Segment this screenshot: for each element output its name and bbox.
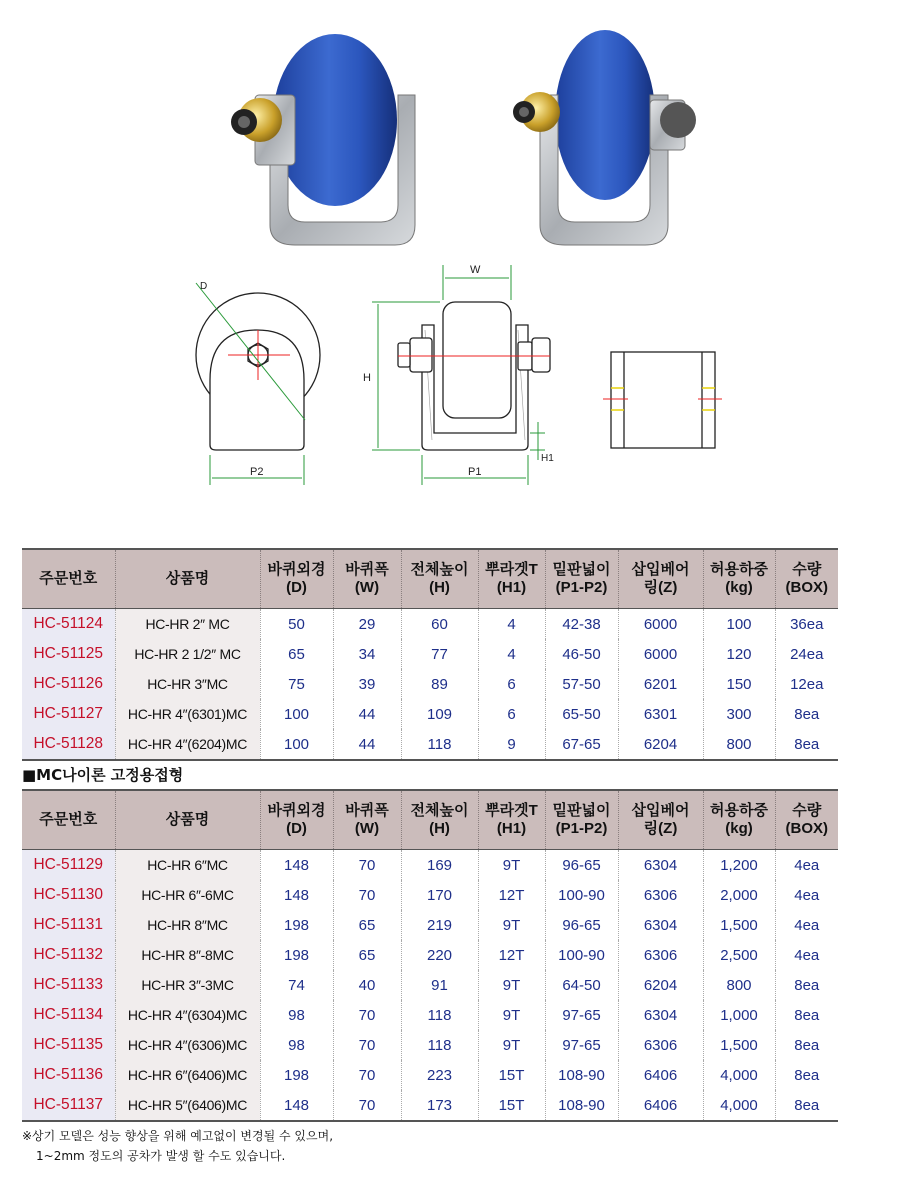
spec-value-cell: 118 — [401, 729, 478, 760]
table-row — [22, 729, 838, 760]
table-row — [22, 1000, 838, 1030]
technical-drawings — [0, 255, 921, 515]
spec-value-cell: 8ea — [775, 699, 838, 729]
column-header — [703, 790, 775, 850]
column-header-unit: 링(Z) — [643, 820, 678, 837]
spec-value-cell: 44 — [333, 729, 401, 760]
spec-value-cell: 97-65 — [545, 1000, 618, 1030]
spec-value-cell: 12T — [478, 940, 545, 970]
spec-value-cell: 4ea — [775, 880, 838, 910]
order-number-cell: HC-51132 — [22, 940, 115, 970]
spec-value-cell: 60 — [401, 609, 478, 640]
spec-value-cell: 4 — [478, 609, 545, 640]
column-header-unit: (kg) — [725, 820, 753, 837]
column-header-label: 삽입베어 — [631, 561, 690, 578]
column-header-unit: (H1) — [496, 579, 527, 596]
spec-table-2 — [22, 789, 838, 1122]
spec-value-cell: 91 — [401, 970, 478, 1000]
spec-value-cell: 65 — [333, 910, 401, 940]
product-photos — [0, 0, 921, 260]
spec-value-cell: 4ea — [775, 910, 838, 940]
spec-value-cell: 4,000 — [703, 1090, 775, 1121]
spec-value-cell: 96-65 — [545, 910, 618, 940]
spec-value-cell: 9T — [478, 1000, 545, 1030]
column-header-unit: (P1-P2) — [555, 820, 608, 837]
column-header — [401, 790, 478, 850]
spec-value-cell: 70 — [333, 1090, 401, 1121]
spec-value-cell: 98 — [260, 1000, 333, 1030]
spec-value-cell: 39 — [333, 669, 401, 699]
spec-value-cell: 148 — [260, 850, 333, 881]
order-number-cell: HC-51131 — [22, 910, 115, 940]
label-d: D — [200, 281, 208, 292]
spec-value-cell: 8ea — [775, 1030, 838, 1060]
order-number-cell: HC-51136 — [22, 1060, 115, 1090]
table-row — [22, 699, 838, 729]
spec-value-cell: 6306 — [618, 940, 703, 970]
spec-value-cell: 173 — [401, 1090, 478, 1121]
column-header — [478, 549, 545, 609]
column-header-label: 뿌라겟T — [485, 802, 538, 819]
spec-value-cell: 40 — [333, 970, 401, 1000]
spec-value-cell: 70 — [333, 1000, 401, 1030]
column-header-unit: (H) — [429, 579, 450, 596]
spec-value-cell: 6406 — [618, 1060, 703, 1090]
column-header-label: 바퀴외경 — [267, 802, 326, 819]
spec-value-cell: 800 — [703, 970, 775, 1000]
spec-value-cell: 15T — [478, 1090, 545, 1121]
column-header-unit: (kg) — [725, 579, 753, 596]
spec-value-cell: 6406 — [618, 1090, 703, 1121]
column-header — [545, 549, 618, 609]
spec-value-cell: 220 — [401, 940, 478, 970]
product-name-cell: HC-HR 4″(6306)MC — [115, 1030, 260, 1060]
bearing-view-drawing — [603, 352, 722, 448]
column-header-unit: (W) — [354, 579, 380, 596]
column-header-label: 허용하중 — [710, 561, 768, 578]
column-header-label: 주문번호 — [39, 570, 98, 587]
column-header — [545, 790, 618, 850]
spec-value-cell: 89 — [401, 669, 478, 699]
order-number-cell: HC-51124 — [22, 609, 115, 640]
table-header-row — [22, 790, 838, 850]
column-header-label: 수량 — [792, 802, 822, 819]
column-header-label: 뿌라겟T — [485, 561, 538, 578]
spec-value-cell: 70 — [333, 850, 401, 881]
spec-value-cell: 1,200 — [703, 850, 775, 881]
spec-value-cell: 9T — [478, 970, 545, 1000]
spec-value-cell: 6306 — [618, 880, 703, 910]
order-number-cell: HC-51128 — [22, 729, 115, 760]
spec-value-cell: 50 — [260, 609, 333, 640]
spec-value-cell: 150 — [703, 669, 775, 699]
spec-value-cell: 6304 — [618, 1000, 703, 1030]
column-header-unit: (H) — [429, 820, 450, 837]
column-header-unit: 링(Z) — [643, 579, 678, 596]
spec-value-cell: 6000 — [618, 609, 703, 640]
spec-value-cell: 6306 — [618, 1030, 703, 1060]
column-header — [115, 790, 260, 850]
spec-value-cell: 6 — [478, 669, 545, 699]
column-header — [260, 790, 333, 850]
side-view-drawing — [196, 283, 320, 485]
column-header-unit: (BOX) — [785, 579, 828, 596]
spec-value-cell: 120 — [703, 639, 775, 669]
table-row — [22, 669, 838, 699]
spec-value-cell: 6304 — [618, 850, 703, 881]
product-name-cell: HC-HR 8″MC — [115, 910, 260, 940]
notes — [22, 1126, 333, 1166]
table-row — [22, 910, 838, 940]
spec-value-cell: 118 — [401, 1000, 478, 1030]
spec-table-1 — [22, 548, 838, 761]
spec-value-cell: 9T — [478, 1030, 545, 1060]
spec-value-cell: 198 — [260, 940, 333, 970]
column-header — [703, 549, 775, 609]
spec-value-cell: 12T — [478, 880, 545, 910]
spec-value-cell: 64-50 — [545, 970, 618, 1000]
column-header-label: 상품명 — [165, 570, 210, 587]
order-number-cell: HC-51135 — [22, 1030, 115, 1060]
spec-value-cell: 12ea — [775, 669, 838, 699]
spec-value-cell: 34 — [333, 639, 401, 669]
column-header — [333, 790, 401, 850]
spec-value-cell: 6301 — [618, 699, 703, 729]
column-header-unit: (W) — [354, 820, 380, 837]
front-view-drawing — [372, 265, 550, 485]
spec-value-cell: 46-50 — [545, 639, 618, 669]
order-number-cell: HC-51137 — [22, 1090, 115, 1121]
product-name-cell: HC-HR 4″(6204)MC — [115, 729, 260, 760]
column-header — [333, 549, 401, 609]
column-header — [618, 790, 703, 850]
spec-value-cell: 2,000 — [703, 880, 775, 910]
spec-value-cell: 100 — [703, 609, 775, 640]
caster-photo-left — [231, 34, 415, 245]
spec-value-cell: 65-50 — [545, 699, 618, 729]
spec-value-cell: 9 — [478, 729, 545, 760]
table-row — [22, 1090, 838, 1121]
column-header-unit: (D) — [286, 579, 307, 596]
column-header-unit: (H1) — [496, 820, 527, 837]
spec-value-cell: 6204 — [618, 729, 703, 760]
spec-value-cell: 67-65 — [545, 729, 618, 760]
spec-value-cell: 9T — [478, 910, 545, 940]
label-p2: P2 — [250, 466, 264, 478]
spec-value-cell: 4,000 — [703, 1060, 775, 1090]
spec-value-cell: 300 — [703, 699, 775, 729]
spec-value-cell: 198 — [260, 1060, 333, 1090]
spec-value-cell: 8ea — [775, 1060, 838, 1090]
column-header — [618, 549, 703, 609]
label-w: W — [470, 264, 481, 276]
spec-value-cell: 74 — [260, 970, 333, 1000]
spec-value-cell: 6000 — [618, 639, 703, 669]
column-header-label: 바퀴외경 — [267, 561, 326, 578]
table-row — [22, 609, 838, 640]
spec-value-cell: 97-65 — [545, 1030, 618, 1060]
spec-value-cell: 96-65 — [545, 850, 618, 881]
spec-value-cell: 4ea — [775, 850, 838, 881]
spec-value-cell: 170 — [401, 880, 478, 910]
table-row — [22, 639, 838, 669]
spec-value-cell: 70 — [333, 1060, 401, 1090]
table-row — [22, 880, 838, 910]
spec-value-cell: 100-90 — [545, 940, 618, 970]
spec-value-cell: 6201 — [618, 669, 703, 699]
table-row — [22, 850, 838, 881]
spec-value-cell: 65 — [333, 940, 401, 970]
table-row — [22, 1030, 838, 1060]
label-p1: P1 — [468, 466, 482, 478]
spec-value-cell: 8ea — [775, 729, 838, 760]
column-header-label: 밑판넓이 — [552, 561, 611, 578]
spec-value-cell: 29 — [333, 609, 401, 640]
spec-value-cell: 75 — [260, 669, 333, 699]
spec-value-cell: 36ea — [775, 609, 838, 640]
spec-value-cell: 9T — [478, 850, 545, 881]
spec-value-cell: 15T — [478, 1060, 545, 1090]
product-name-cell: HC-HR 4″(6301)MC — [115, 699, 260, 729]
column-header — [775, 549, 838, 609]
spec-value-cell: 100 — [260, 699, 333, 729]
column-header-label: 수량 — [792, 561, 822, 578]
order-number-cell: HC-51129 — [22, 850, 115, 881]
spec-value-cell: 198 — [260, 910, 333, 940]
table-row — [22, 940, 838, 970]
column-header — [22, 549, 115, 609]
column-header-label: 전체높이 — [410, 561, 469, 578]
column-header — [22, 790, 115, 850]
product-name-cell: HC-HR 5″(6406)MC — [115, 1090, 260, 1121]
column-header — [260, 549, 333, 609]
product-name-cell: HC-HR 3″MC — [115, 669, 260, 699]
spec-value-cell: 42-38 — [545, 609, 618, 640]
product-name-cell: HC-HR 3″-3MC — [115, 970, 260, 1000]
spec-value-cell: 8ea — [775, 1090, 838, 1121]
column-header-label: 주문번호 — [39, 811, 98, 828]
column-header-label: 삽입베어 — [631, 802, 690, 819]
spec-value-cell: 4ea — [775, 940, 838, 970]
spec-value-cell: 118 — [401, 1030, 478, 1060]
order-number-cell: HC-51126 — [22, 669, 115, 699]
spec-value-cell: 44 — [333, 699, 401, 729]
column-header-label: 허용하중 — [710, 802, 768, 819]
column-header-unit: (P1-P2) — [555, 579, 608, 596]
product-name-cell: HC-HR 2 1/2″ MC — [115, 639, 260, 669]
spec-value-cell: 8ea — [775, 970, 838, 1000]
spec-value-cell: 2,500 — [703, 940, 775, 970]
spec-value-cell: 4 — [478, 639, 545, 669]
label-h1: H1 — [541, 453, 554, 464]
table-row — [22, 970, 838, 1000]
column-header-label: 전체높이 — [410, 802, 469, 819]
column-header-unit: (D) — [286, 820, 307, 837]
product-name-cell: HC-HR 6″MC — [115, 850, 260, 881]
spec-value-cell: 6204 — [618, 970, 703, 1000]
spec-value-cell: 100 — [260, 729, 333, 760]
spec-value-cell: 108-90 — [545, 1090, 618, 1121]
column-header-label: 밑판넓이 — [552, 802, 611, 819]
spec-value-cell: 8ea — [775, 1000, 838, 1030]
spec-value-cell: 148 — [260, 1090, 333, 1121]
column-header-label: 바퀴폭 — [345, 802, 389, 819]
column-header — [775, 790, 838, 850]
table-body — [22, 850, 838, 1122]
table-row — [22, 1060, 838, 1090]
spec-value-cell: 24ea — [775, 639, 838, 669]
spec-value-cell: 1,500 — [703, 1030, 775, 1060]
table-body — [22, 609, 838, 761]
section-title: ■MC나이론 고정용접형 — [22, 766, 184, 784]
spec-value-cell: 1,000 — [703, 1000, 775, 1030]
order-number-cell: HC-51130 — [22, 880, 115, 910]
spec-value-cell: 223 — [401, 1060, 478, 1090]
product-name-cell: HC-HR 6″(6406)MC — [115, 1060, 260, 1090]
spec-value-cell: 169 — [401, 850, 478, 881]
spec-value-cell: 109 — [401, 699, 478, 729]
product-name-cell: HC-HR 8″-8MC — [115, 940, 260, 970]
product-name-cell: HC-HR 4″(6304)MC — [115, 1000, 260, 1030]
spec-value-cell: 219 — [401, 910, 478, 940]
column-header — [115, 549, 260, 609]
label-h: H — [363, 372, 371, 384]
spec-value-cell: 70 — [333, 880, 401, 910]
column-header-label: 바퀴폭 — [345, 561, 389, 578]
order-number-cell: HC-51127 — [22, 699, 115, 729]
spec-value-cell: 100-90 — [545, 880, 618, 910]
column-header — [478, 790, 545, 850]
note-line: ※상기 모델은 성능 향상을 위해 예고없이 변경될 수 있으며, — [22, 1129, 334, 1143]
spec-value-cell: 98 — [260, 1030, 333, 1060]
order-number-cell: HC-51125 — [22, 639, 115, 669]
spec-value-cell: 57-50 — [545, 669, 618, 699]
note-line: 1~2mm 정도의 공차가 발생 할 수도 있습니다. — [36, 1149, 286, 1163]
spec-value-cell: 70 — [333, 1030, 401, 1060]
caster-photo-right — [513, 30, 696, 245]
product-name-cell: HC-HR 6″-6MC — [115, 880, 260, 910]
product-name-cell: HC-HR 2″ MC — [115, 609, 260, 640]
spec-value-cell: 6 — [478, 699, 545, 729]
spec-value-cell: 77 — [401, 639, 478, 669]
column-header-label: 상품명 — [165, 811, 210, 828]
order-number-cell: HC-51133 — [22, 970, 115, 1000]
spec-value-cell: 6304 — [618, 910, 703, 940]
column-header-unit: (BOX) — [785, 820, 828, 837]
spec-value-cell: 65 — [260, 639, 333, 669]
spec-value-cell: 1,500 — [703, 910, 775, 940]
spec-value-cell: 108-90 — [545, 1060, 618, 1090]
spec-value-cell: 800 — [703, 729, 775, 760]
order-number-cell: HC-51134 — [22, 1000, 115, 1030]
table-header-row — [22, 549, 838, 609]
spec-value-cell: 148 — [260, 880, 333, 910]
column-header — [401, 549, 478, 609]
